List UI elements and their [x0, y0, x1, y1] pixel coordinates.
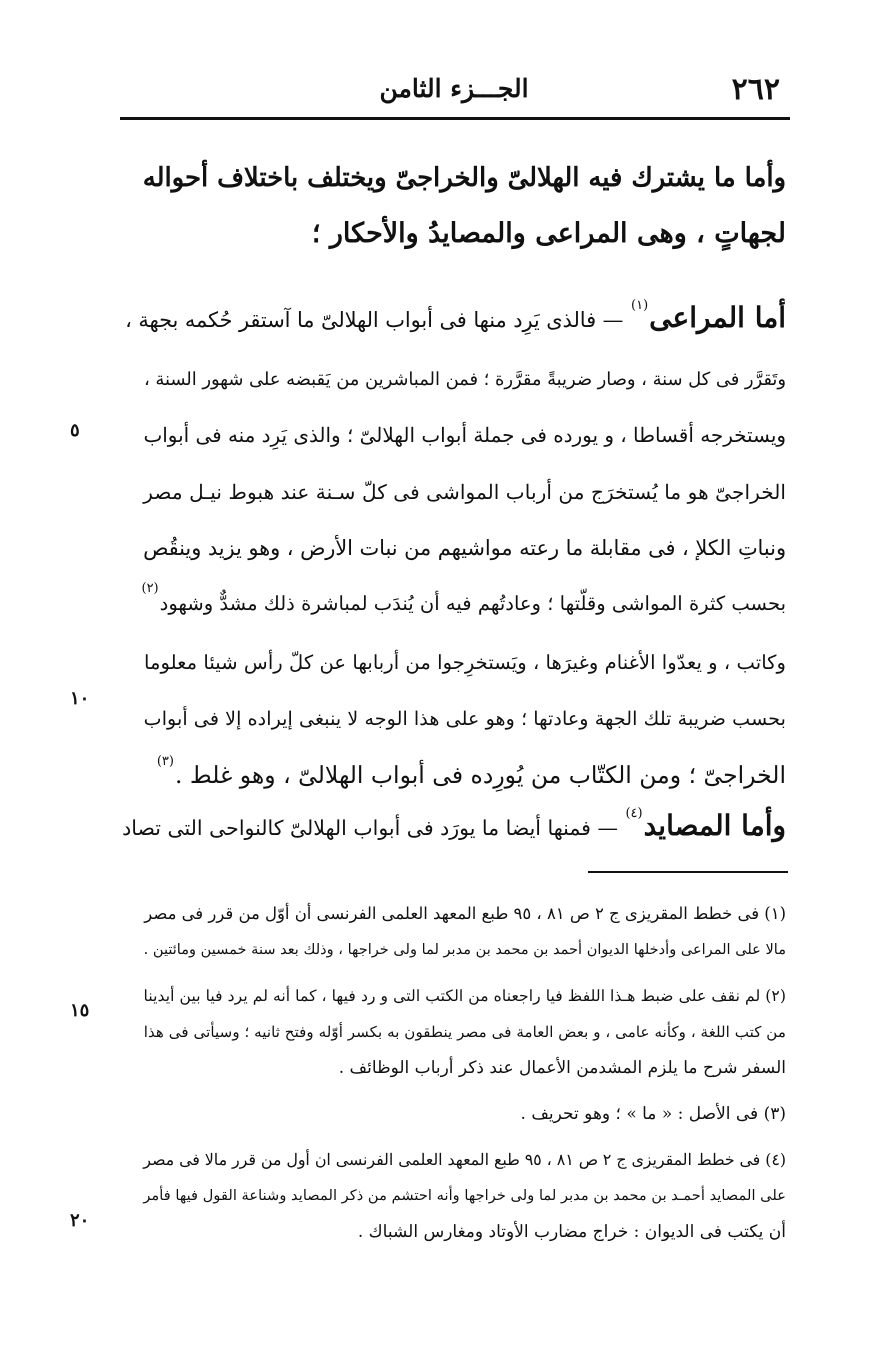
- section-masayid: [122, 798, 786, 860]
- footnote-line: مالا على المراعى وأدخلها الديوان أحمد بن محمد بن مدبر لما ولى خراجها ، وذلك بعد سنة خمسين ومائتين .: [143, 941, 786, 958]
- footnote-rule: [588, 871, 788, 873]
- intro-line: وأما ما يشترك فيه الهلالىّ والخراجىّ ويختلف باختلاف أحواله: [142, 163, 786, 193]
- section-text: — فالذى يَرِد منها فى أبواب الهلالىّ ما آستقر حُكمه بجهة ،: [125, 308, 624, 332]
- footnotes: [130, 896, 786, 1260]
- footnote: [130, 978, 786, 1086]
- intro-paragraph: [130, 150, 786, 262]
- running-title: الجـــزء الثامن: [379, 74, 529, 103]
- section-heading: أما المراعى: [649, 301, 786, 334]
- line-number: ٢٠: [70, 1210, 90, 1231]
- footnote-line: (٤) فى خطط المقريزى ج ٢ ص ٨١ ، ٩٥ طبع المعهد العلمى الفرنسى ان أول من قرر مالا فى مصر: [143, 1150, 786, 1169]
- footnote-ref: (٣): [156, 754, 174, 769]
- line-number: ١٥: [70, 1000, 90, 1021]
- line-number: ٥: [70, 420, 80, 441]
- header-rule: [120, 117, 790, 120]
- footnote: [130, 896, 786, 968]
- footnote-line: من كتب اللغة ، وكأنه عامى ، و بعض العامة فى مصر ينطقون به بكسر أوّله وفتح ثانيه ؛ وسيأتى فى هذا: [143, 1023, 786, 1041]
- footnote-ref: (١): [631, 298, 649, 313]
- section-text: — فمنها أيضا ما يورَد فى أبواب الهلالىّ كالنواحى التى تصاد: [122, 816, 618, 840]
- page-header: [120, 68, 788, 110]
- footnote-ref: (٤): [625, 806, 643, 821]
- text-line: وتَقرَّر فى كل سنة ، وصار ضريبةً مقرَّرة ؛ فمن المباشرين من يَقبضه على شهور السنة ،: [143, 369, 786, 390]
- section-first-line: [122, 798, 786, 860]
- footnote-ref: (٢): [141, 581, 159, 596]
- text-segment: بحسب كثرة المواشى وقلّتها ؛ وعادتُهم فيه أن يُندَب لمباشرة ذلك مشدٌّ وشهود: [159, 592, 786, 615]
- intro-line: لجهاتٍ ، وهى المراعى والمصايدُ والأحكار ؛: [311, 218, 786, 249]
- text-line: وكاتب ، و يعدّوا الأغنام وغيرَها ، ويَستخرِجوا من أربابها عن كلّ رأس شيئا معلوما: [144, 651, 786, 674]
- footnote: [130, 1142, 786, 1250]
- footnote-line: على المصايد أحمـد بن محمد بن مدبر لما ولى خراجها وأنه احتشم من ذكر المصايد وشناعة القول فيها فأمر: [143, 1187, 786, 1204]
- footnote-line: (٢) لم نقف على ضبط هـذا اللفظ فيا راجعناه من الكتب التى و رد فيها ، كما أنه لم يرد فيا بين أيدينا: [143, 986, 786, 1005]
- text-line: ونباتِ الكلإ ، فى مقابلة ما رعته مواشيهم من نبات الأرض ، وهو يزيد وينقُص: [143, 536, 786, 560]
- footnote: [130, 1096, 786, 1132]
- page-number: ٢٦٢: [731, 72, 780, 107]
- footnote-line: أن يكتب فى الديوان : خراج مضارب الأوتاد ومغارس الشباك .: [357, 1222, 786, 1242]
- text-line: ويستخرجه أقساطا ، و يورده فى جملة أبواب الهلالىّ ؛ والذى يَرِد منه فى أبواب: [143, 424, 786, 447]
- line-number: ١٠: [70, 688, 90, 709]
- section-first-line: [125, 290, 786, 352]
- section-heading: وأما المصايد: [643, 809, 786, 842]
- section-maraai: [125, 290, 786, 808]
- text-segment: الخراجىّ ؛ ومن الكتّاب من يُورِده فى أبواب الهلالىّ ، وهو غلط .: [174, 761, 786, 789]
- text-line-with-fnref: [130, 576, 786, 635]
- text-line: الخراجىّ هو ما يُستخرَج من أرباب المواشى فى كلّ سـنة عند هبوط نيـل مصر: [143, 480, 786, 504]
- text-line: بحسب ضريبة تلك الجهة وعادتها ؛ وهو على هذا الوجه لا ينبغى إيراده إلا فى أبواب: [143, 707, 786, 730]
- footnote-line: (١) فى خطط المقريزى ج ٢ ص ٨١ ، ٩٥ طبع المعهد العلمى الفرنسى أن أوّل من قرر فى مصر: [144, 904, 786, 923]
- footnote-line: السفر شرح ما يلزم المشدمن الأعمال عند ذكر أرباب الوظائف .: [338, 1058, 786, 1078]
- footnote-line: (٣) فى الأصل : « ما » ؛ وهو تحريف .: [520, 1104, 786, 1124]
